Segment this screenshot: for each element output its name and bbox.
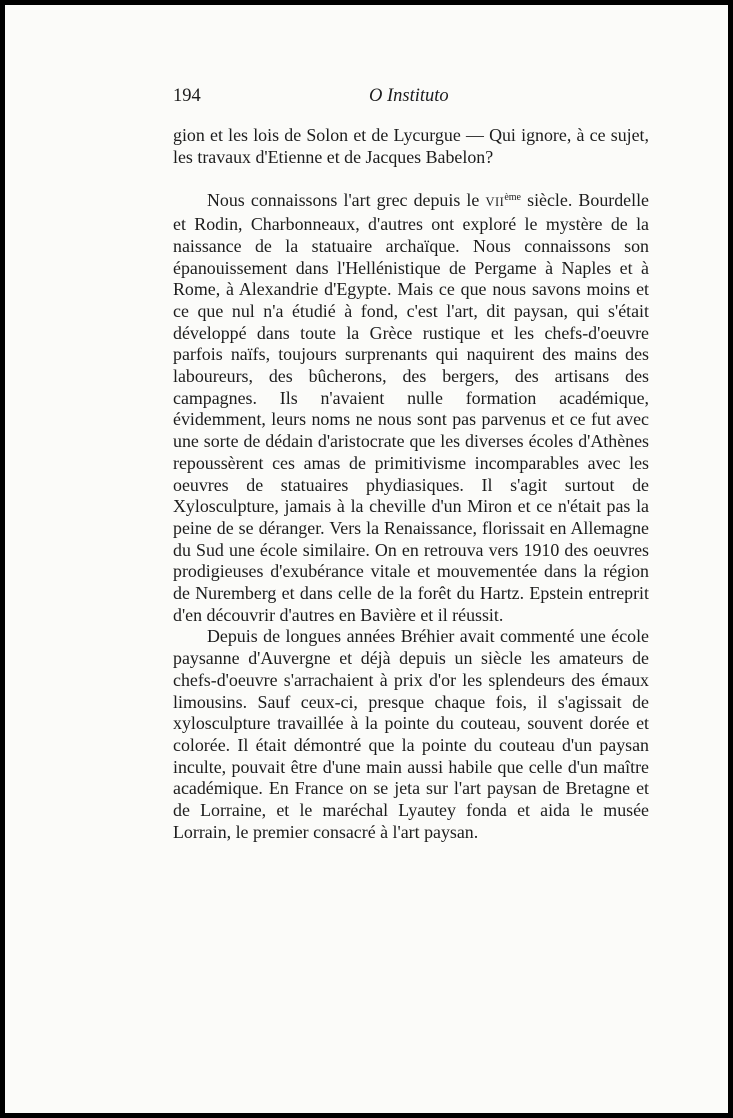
book-page [5,5,728,1113]
page-number: 194 [173,86,201,106]
century-numeral: VII [485,195,505,210]
body-text [173,125,649,844]
paragraph-art-grec-start: Nous connaissons l'art grec depuis le [207,190,486,211]
paragraph-art-grec-rest: siècle. Bourdelle et Rodin, Charbonneaux, d'autres ont exploré le mystère de la naissance de la statuaire archaïque. Nous connaissons son épanouissement dans l'Hellénistique de Pergame à Naples et à Rome, à Alexandrie d'Egypte. Mais ce que nous savons moins et ce que nul n'a étudié à fond, c'est l'art, dit paysan, qui s'était développé dans toute la Grèce rustique et les chefs-d'oeuvre parfois naïfs, toujours surprenants qui naquirent des mains des laboureurs, des bûcherons, des bergers, des artisans des campagnes. Ils n'avaient nulle formation académique, évidemment, leurs noms ne nous sont pas parvenus et ce fut avec une sorte de dédain d'aristocrate que les diverses écoles d'Athènes repoussèrent ces amas de primitivisme incomparables avec les oeuvres de statuaires phydiasiques. Il s'agit surtout de Xylosculpture, jamais à la cheville d'un Miron et ce n'était pas la peine de se déranger. Vers la Renaissance, florissait en Allemagne du Sud une école similaire. On en retrouva vers 1910 des oeuvres prodigieuses d'exubérance vitale et mouvementée dans la région de Nuremberg et dans celle de la forêt du Hartz. Epstein entreprit d'en découvrir d'autres en Bavière et il réussit. [173,190,649,625]
paragraph-brehier: Depuis de longues années Bréhier avait commenté une école paysanne d'Auvergne et déjà depuis un siècle les amateurs de chefs-d'oeuvre s'arrachaient à prix d'or les splendeurs des émaux limousins. Sauf ceux-ci, presque chaque fois, il s'agissait de xylosculpture travaillée à la pointe du couteau, souvent dorée et colorée. Il était démontré que la pointe du couteau d'un paysan inculte, pouvait être d'une main aussi habile que celle d'un maître académique. En France on se jeta sur l'art paysan de Bretagne et de Lorraine, et le maréchal Lyautey fonda et aida le musée Lorrain, le premier consacré à l'art paysan. [173,626,649,842]
century-superscript: ème [504,192,521,204]
page-header [173,86,649,110]
running-title: O Instituto [369,86,449,106]
paragraph-continuation: gion et les lois de Solon et de Lycurgue — Qui ignore, à ce sujet, les travaux d'Etienne et de Jacques Babelon? [173,125,649,167]
paragraph-art-grec [173,190,649,626]
